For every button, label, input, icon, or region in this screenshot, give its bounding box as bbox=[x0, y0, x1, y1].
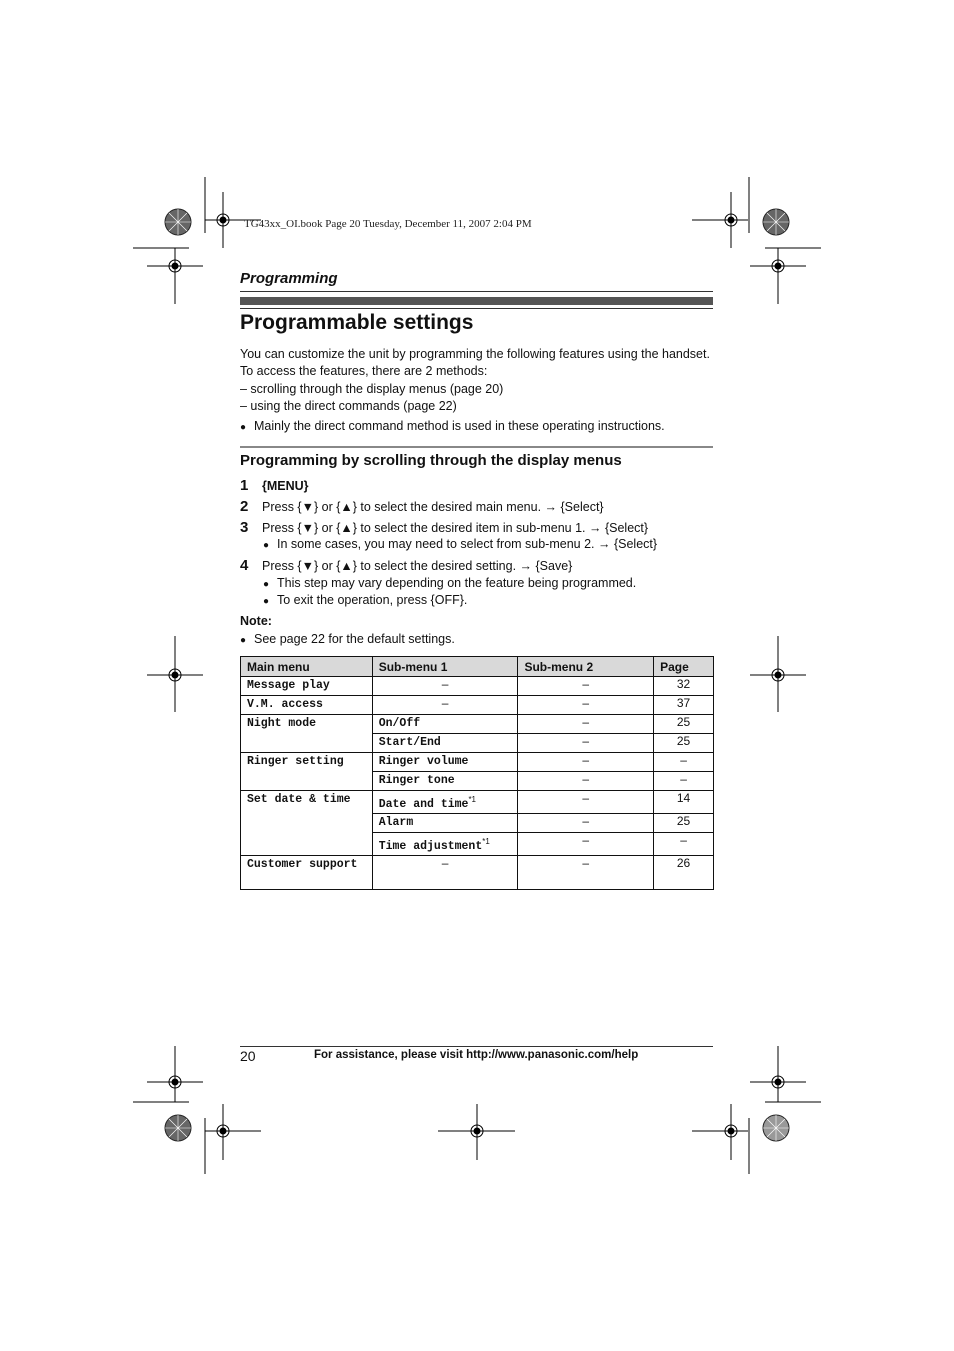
intro-line-1: You can customize the unit by programming the following features using the handset. bbox=[240, 347, 710, 361]
step-number: 2 bbox=[240, 498, 249, 515]
step-bullet-text: This step may vary depending on the feature being programmed. bbox=[277, 576, 637, 590]
cell-sub2: – bbox=[518, 832, 654, 855]
step-text: Press {▼} or {▲} to select the desired main menu. → {Select} bbox=[262, 500, 604, 514]
cell-sub1: – bbox=[372, 677, 518, 696]
step-3-bullet bbox=[263, 537, 657, 551]
cell-page: 14 bbox=[654, 791, 714, 814]
cell-sub2: – bbox=[518, 753, 654, 772]
cell-page: 25 bbox=[654, 734, 714, 753]
cell-sub2: – bbox=[518, 677, 654, 696]
settings-table bbox=[240, 656, 714, 890]
page-number: 20 bbox=[240, 1048, 256, 1064]
cell-sub2: – bbox=[518, 855, 654, 889]
cell-sub1-text: Date and time bbox=[378, 797, 469, 811]
header-page: Page bbox=[654, 657, 714, 677]
section-label: Programming bbox=[240, 270, 338, 287]
cell-sub1 bbox=[372, 832, 518, 855]
header-rule-bottom bbox=[240, 308, 713, 309]
note-item bbox=[240, 632, 455, 646]
cell-page: – bbox=[654, 753, 714, 772]
cell-sub1: – bbox=[372, 696, 518, 715]
section-rule bbox=[240, 446, 713, 448]
cell-main: Customer support bbox=[241, 855, 373, 889]
cell-sub1-text: Time adjustment bbox=[378, 839, 483, 853]
header-rule-top bbox=[240, 291, 713, 292]
step-number: 4 bbox=[240, 557, 249, 574]
bullet-icon: ● bbox=[263, 596, 270, 607]
intro-dash-2: – using the direct commands (page 22) bbox=[240, 399, 457, 413]
footer-rule bbox=[240, 1046, 713, 1047]
cell-page: 37 bbox=[654, 696, 714, 715]
cell-sub1 bbox=[372, 791, 518, 814]
step-text: {MENU} bbox=[262, 479, 309, 493]
cell-page: 25 bbox=[654, 715, 714, 734]
cell-sub2: – bbox=[518, 696, 654, 715]
cell-page: 25 bbox=[654, 813, 714, 832]
step-bullet-text: In some cases, you may need to select from sub-menu 2. → {Select} bbox=[277, 537, 658, 551]
cell-sub2: – bbox=[518, 791, 654, 814]
table-row bbox=[241, 696, 714, 715]
bullet-icon: ● bbox=[263, 540, 270, 551]
table-header-row bbox=[241, 657, 714, 677]
cell-page: 32 bbox=[654, 677, 714, 696]
step-number: 3 bbox=[240, 519, 249, 536]
note-title: Note: bbox=[240, 614, 272, 628]
step-2 bbox=[240, 498, 604, 515]
footnote-ref: *1 bbox=[482, 836, 490, 846]
cell-sub2: – bbox=[518, 715, 654, 734]
cell-page: – bbox=[654, 772, 714, 791]
header-sub-menu-1: Sub-menu 1 bbox=[372, 657, 518, 677]
footer-text: For assistance, please visit http://www.panasonic.com/help bbox=[314, 1049, 639, 1061]
step-bullet-text: To exit the operation, press {OFF}. bbox=[277, 593, 468, 607]
cell-sub2: – bbox=[518, 734, 654, 753]
intro-bullet-text: Mainly the direct command method is used in these operating instructions. bbox=[254, 419, 665, 433]
header-sub-menu-2: Sub-menu 2 bbox=[518, 657, 654, 677]
bullet-icon: ● bbox=[263, 579, 270, 590]
page-title: Programmable settings bbox=[240, 311, 474, 334]
footnote-ref: *1 bbox=[468, 795, 476, 804]
subheading: Programming by scrolling through the display menus bbox=[240, 452, 622, 469]
cell-page: 26 bbox=[654, 855, 714, 889]
cell-sub1: Start/End bbox=[372, 734, 518, 753]
intro-dash-1: – scrolling through the display menus (page 20) bbox=[240, 382, 504, 396]
bullet-icon: ● bbox=[240, 422, 247, 433]
table-row bbox=[241, 791, 714, 814]
step-3 bbox=[240, 519, 648, 536]
header-rule-bar bbox=[240, 297, 713, 305]
cell-sub1: – bbox=[372, 855, 518, 889]
table-row bbox=[241, 677, 714, 696]
bullet-icon: ● bbox=[240, 635, 247, 646]
intro-line-2: To access the features, there are 2 methods: bbox=[240, 364, 488, 378]
print-header: TG43xx_OI.book Page 20 Tuesday, December 11, 2007 2:04 PM bbox=[244, 218, 532, 230]
step-4 bbox=[240, 557, 572, 574]
cell-sub1: Ringer volume bbox=[372, 753, 518, 772]
step-text: Press {▼} or {▲} to select the desired setting. → {Save} bbox=[262, 559, 573, 573]
cell-sub1: Alarm bbox=[372, 813, 518, 832]
cell-sub1: On/Off bbox=[372, 715, 518, 734]
header-main-menu: Main menu bbox=[241, 657, 373, 677]
intro-bullet bbox=[240, 418, 665, 436]
cell-main: Set date & time bbox=[241, 791, 373, 856]
table-row bbox=[241, 715, 714, 734]
table-row bbox=[241, 753, 714, 772]
cell-page: – bbox=[654, 832, 714, 855]
cell-main: V.M. access bbox=[241, 696, 373, 715]
cell-main: Message play bbox=[241, 677, 373, 696]
table-row bbox=[241, 855, 714, 889]
step-text: Press {▼} or {▲} to select the desired item in sub-menu 1. → {Select} bbox=[262, 521, 649, 535]
step-number: 1 bbox=[240, 477, 249, 494]
note-item-text: See page 22 for the default settings. bbox=[254, 632, 455, 646]
cell-sub1: Ringer tone bbox=[372, 772, 518, 791]
step-4-bullet-1 bbox=[263, 576, 636, 590]
cell-main: Night mode bbox=[241, 715, 373, 753]
step-4-bullet-2 bbox=[263, 593, 467, 607]
cell-sub2: – bbox=[518, 772, 654, 791]
cell-main: Ringer setting bbox=[241, 753, 373, 791]
intro-text bbox=[240, 346, 720, 415]
step-1 bbox=[240, 477, 309, 494]
cell-sub2: – bbox=[518, 813, 654, 832]
